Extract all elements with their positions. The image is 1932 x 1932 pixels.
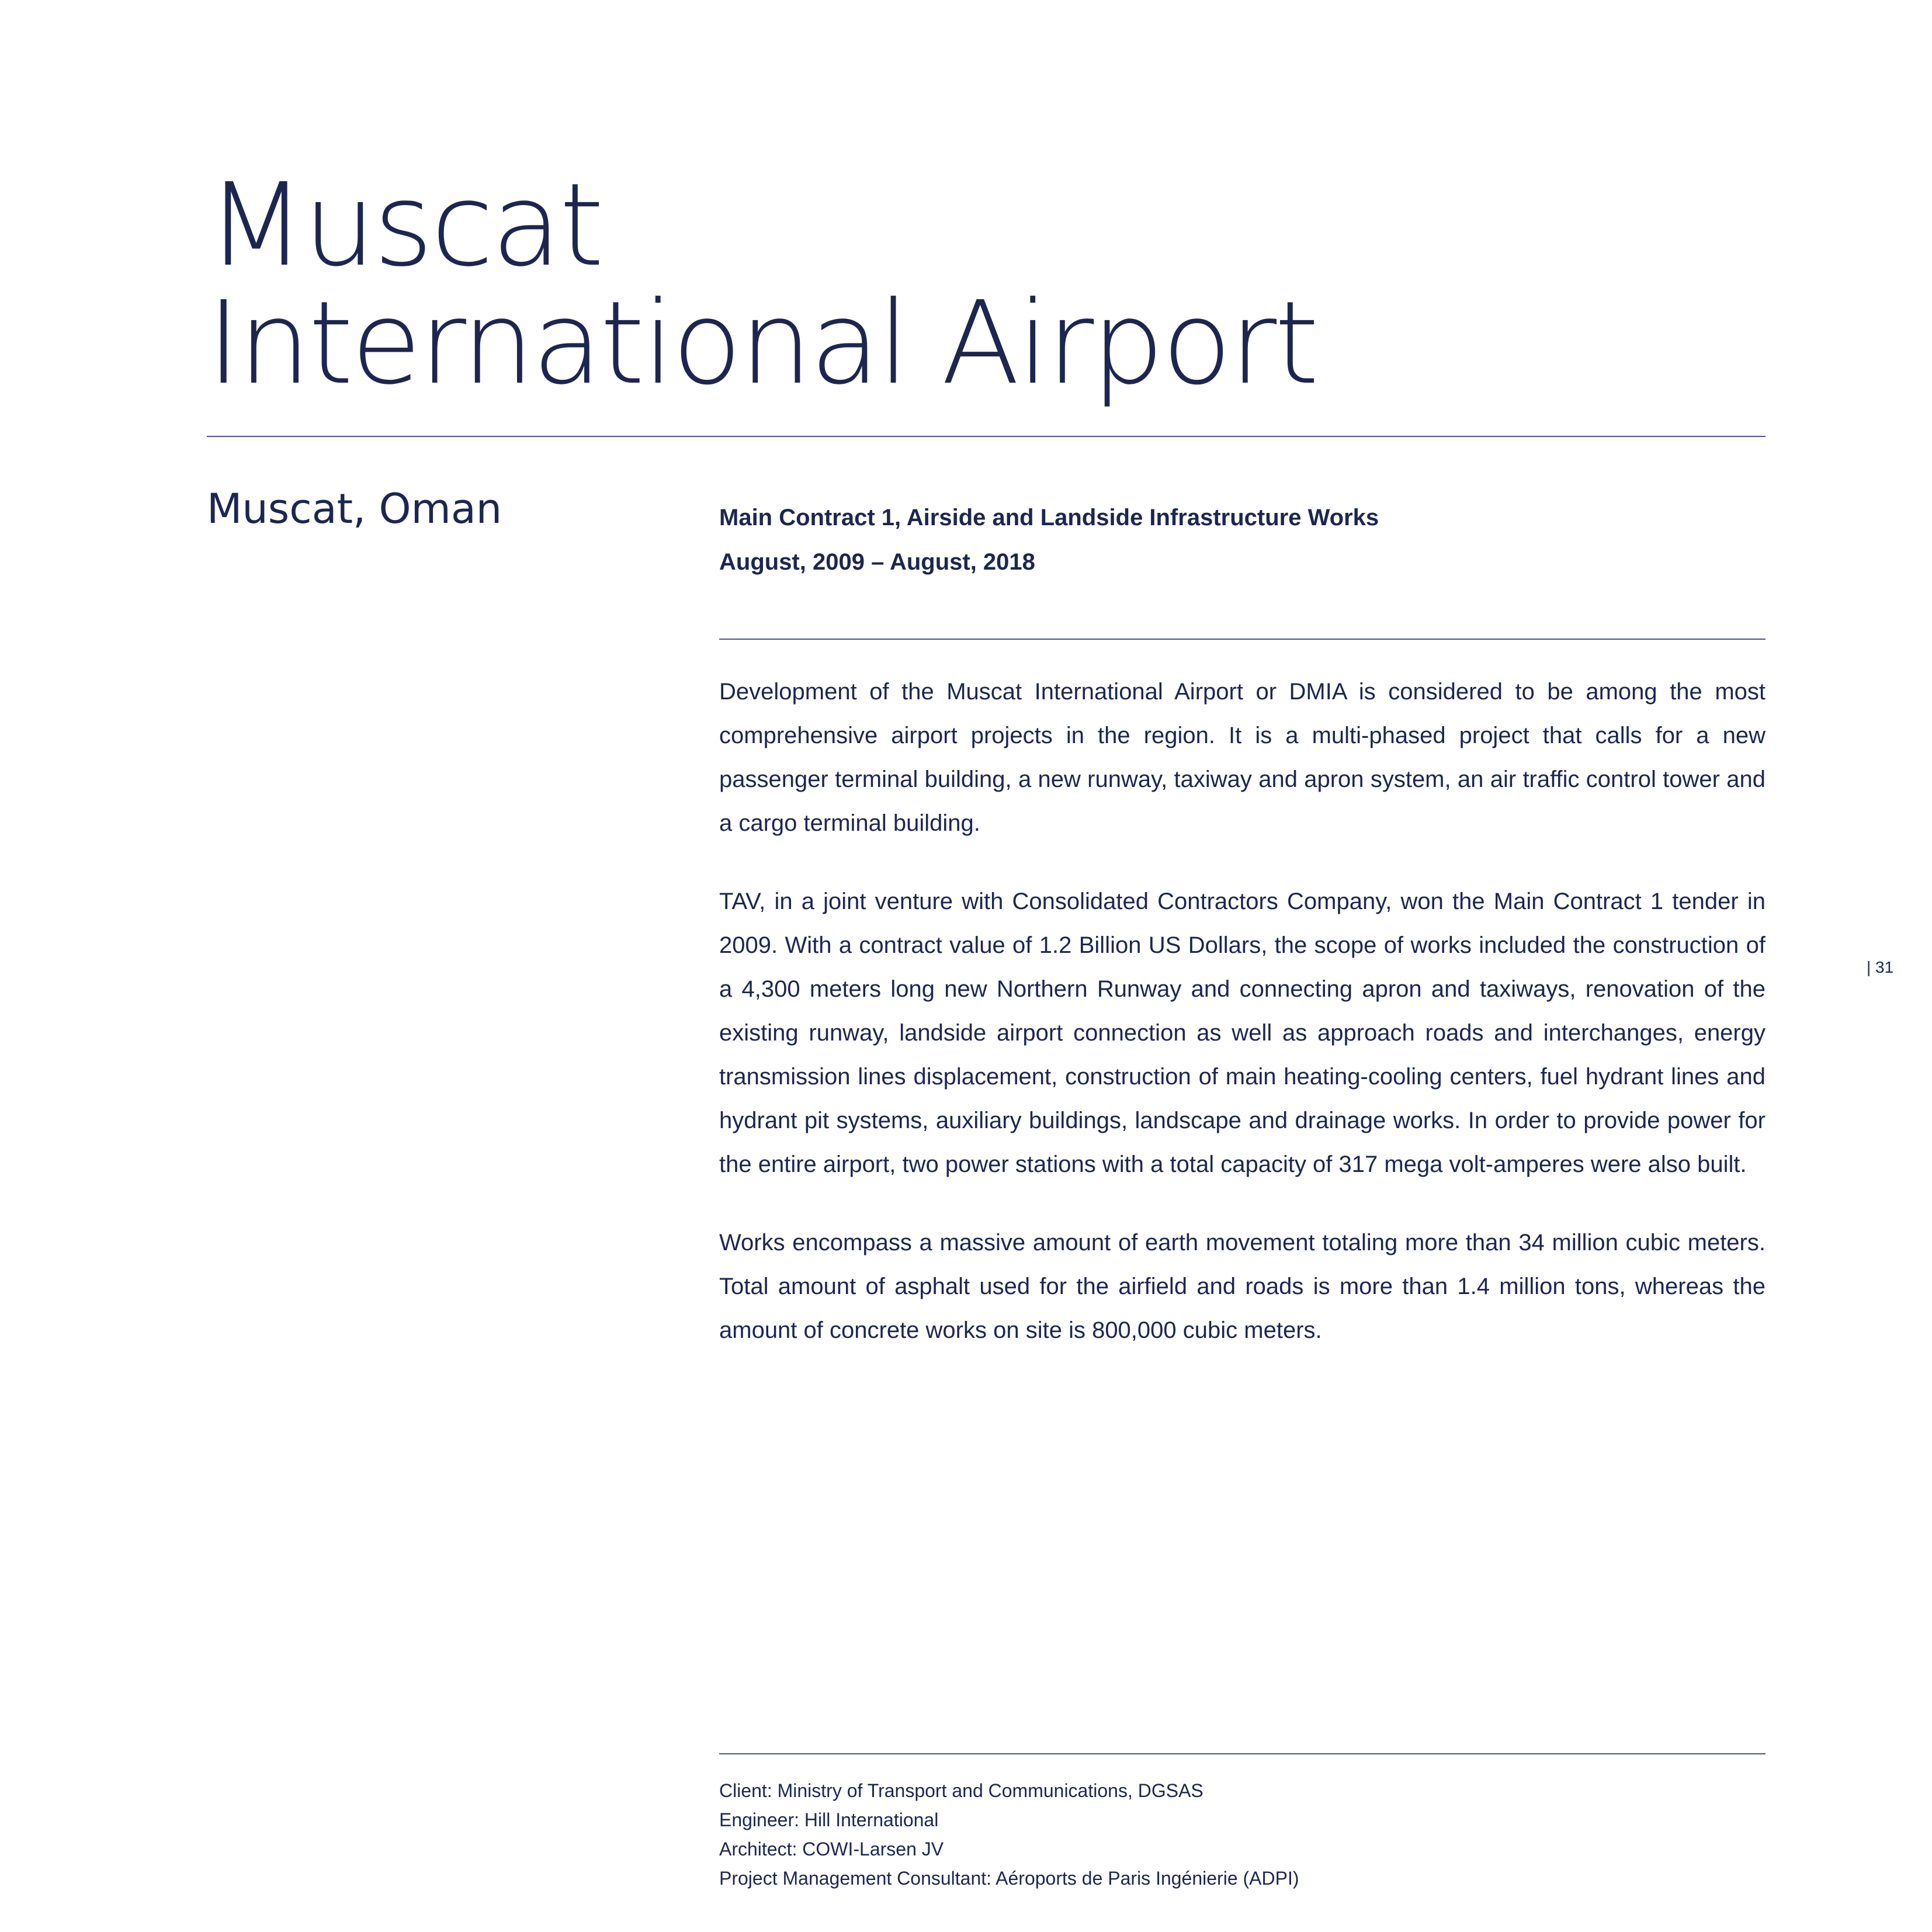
description-body: [719, 670, 1765, 1387]
contract-info: [719, 495, 1765, 584]
page-number: | 31: [1867, 958, 1894, 976]
title-line-1: Muscat: [207, 159, 602, 292]
title-line-2: International Airport: [207, 277, 1317, 410]
description-paragraph-3: Works encompass a massive amount of earth movement totaling more than 34 million cubic meters. Total amount of asphalt used for the airfield and roads is more than 1.4 million tons, whereas the amount of concrete works on site is 800,000 cubic meters.: [719, 1230, 1765, 1343]
credit-client: Client: Ministry of Transport and Communications, DGSAS: [719, 1780, 1203, 1801]
description-paragraph-2: TAV, in a joint venture with Consolidated Contractors Company, won the Main Contract 1 tender in 2009. With a contract value of 1.2 Billion US Dollars, the scope of works included the construction of a 4,300 meters long new Northern Runway and connecting apron and taxiways, renovation of the existing runway, landside airport connection as well as approach roads and interchanges, energy transmission lines displacement, construction of main heating-cooling centers, fuel hydrant lines and hydrant pit systems, auxiliary buildings, landscape and drainage works. In order to provide power for the entire airport, two power stations with a total capacity of 317 mega volt-amperes were also built.: [719, 889, 1765, 1177]
credit-pmc: Project Management Consultant: Aéroports de Paris Ingénierie (ADPI): [719, 1868, 1299, 1889]
contract-divider: [719, 639, 1765, 640]
credit-architect: Architect: COWI-Larsen JV: [719, 1839, 944, 1860]
credits-divider: [719, 1753, 1765, 1754]
credit-engineer: Engineer: Hill International: [719, 1809, 939, 1830]
contract-name: Main Contract 1, Airside and Landside Infrastructure Works: [719, 505, 1379, 530]
title-divider: [207, 436, 1765, 437]
page-title: [207, 159, 1317, 410]
project-credits: [719, 1776, 1765, 1893]
contract-period: August, 2009 – August, 2018: [719, 549, 1035, 575]
project-location: Muscat, Oman: [207, 485, 502, 533]
description-paragraph-1: Development of the Muscat International Airport or DMIA is considered to be among the most comprehensive airport projects in the region. It is a multi-phased project that calls for a new passenger terminal building, a new runway, taxiway and apron system, an air traffic control tower and a cargo terminal building.: [719, 679, 1765, 836]
